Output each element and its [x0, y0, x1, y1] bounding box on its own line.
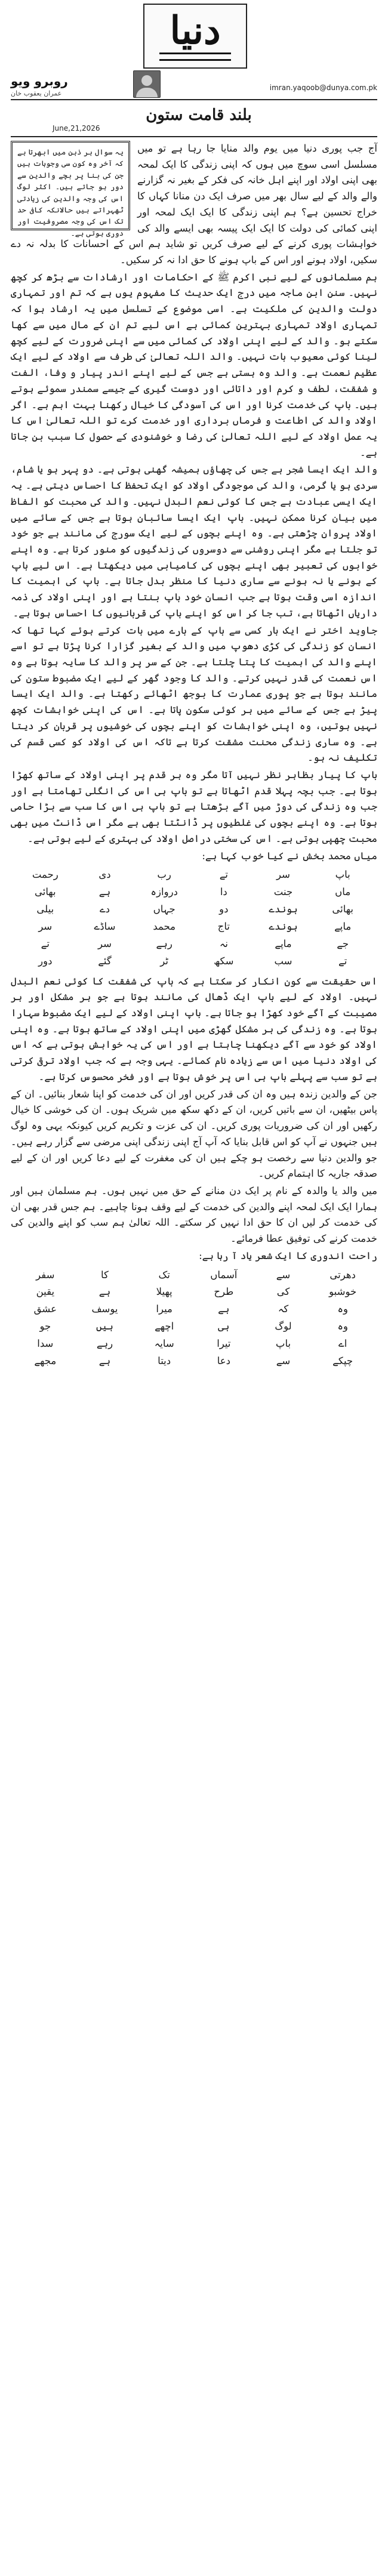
publish-date: June,21,2026 [53, 124, 100, 132]
paragraph: جن کے والدین زندہ ہیں وہ ان کی قدر کریں اور ان کی خدمت کو اپنا شعار بنائیں۔ ان کے پاس بیٹھیں، ان سے باتیں کریں، ان کے دکھ سکھ میں شریک ہوں۔ ان کی خوشی کا خیال رکھیں اور ان کی ضروریات پوری کریں۔ ان کی عزت و تکریم کریں کیونکہ یہی وہ لوگ ہیں جنہوں نے آپ کو اس قابل بنایا کہ آپ آج اپنی زندگی اپنی مرضی سے گزار رہے ہیں۔ جو والدین دنیا سے رخصت ہو چکے ہیں ان کی مغفرت کے لیے دعا کریں اور ان کے لیے صدقہ جاریہ کا اہتمام کریں۔ [11, 1088, 377, 1180]
poem-line: ماپے ہوندے تاج محمد ساڈے سر [38, 920, 352, 932]
column-brand [11, 74, 68, 88]
poem-line: وہ کہ ہے میرا یوسف عشق [33, 1303, 348, 1315]
masthead [0, 0, 388, 98]
poem-punjabi [11, 866, 377, 970]
paragraph: راحت اندوری کا ایک شعر یاد آ رہا ہے: [199, 1250, 377, 1261]
paragraph: ہم مسلمانوں کے لیے نبی اکرم ﷺ کے احکامات اور ارشادات سے بڑھ کر کچھ نہیں۔ سنن ابن ماجہ میں درج ایک حدیث کا مفہوم یوں ہے کہ تم اور تمہاری دولت والدین کی ملکیت ہے۔ اسی موضوع کے تسلسل میں یہ ارشاد ہوا کہ تمہاری اولاد تمہاری بہترین کمائی ہے اس لیے تم ان کے مال میں سے کھا سکتے ہو۔ والد کے لیے اپنی اولاد کی کمائی میں سے اپنی ضرورت کے لیے کچھ لینا کوئی معیوب بات نہیں۔ والد اللہ تعالیٰ کی طرف سے اولاد کے لیے ایک عظیم نعمت ہے۔ والد وہ ہستی ہے جس کے لیے اپنے اندر پیار و وفا، الفت و شفقت، لطف و کرم اور داتائی اور دوست گیری کے جیسے سمندر سموئے ہوتے ہیں۔ باپ کی خدمت کرنا اور اس کی آسودگی کا خیال رکھنا بہت اہم ہے۔ اگر اولاد والد کی اطاعت و فرماں برداری اور خدمت کرے تو اللہ تعالیٰ اس کا یہ عمل اولاد کے لیے اللہ تعالیٰ کی رضا و خوشنودی کے حصول کا سبب بن جاتا ہے۔ [11, 271, 377, 458]
paragraph: جاوید اختر نے ایک بار کسی سے باپ کے بارے میں بات کرتے ہوئے کہا تھا کہ انسان کو زندگی کی کڑی دھوپ میں والد کے بغیر گزارا کرنا پڑتا ہے تو اسے اپنے والد کی اہمیت کا پتا چلتا ہے۔ جن کے سر پر والد کا سایہ ہوتا ہے وہ اس نعمت کی قدر نہیں کرتے۔ والد کا وجود گھر کے لیے ایک مضبوط ستون کی مانند ہوتا ہے جو پوری عمارت کا بوجھ اٹھائے رکھتا ہے۔ والد ایک ایسا پیڑ ہے جس کے سائے میں ہر کوئی سکون پاتا ہے۔ اس کی اپنی خواہشات کچھ نہیں ہوتیں، وہ اپنی خواہشات کو اپنے بچوں کی خوشیوں پر قربان کر دیتا ہے۔ وہ ساری زندگی محنت مشقت کرتا ہے تاکہ اس کی اولاد کو کسی قسم کی تکلیف نہ ہو۔ [11, 624, 377, 764]
poem-line: جے ماپے نہ رہے سر تے [41, 937, 349, 949]
column-brand-sub: ویو [11, 74, 30, 88]
author-photo-shoulders [136, 88, 158, 97]
paragraph: آج جب پوری دنیا میں یوم والد منایا جا رہا ہے تو میں مسلسل اسی سوچ میں ہوں کہ اپنی زندگی کا ایک لمحہ بھی اپنی اولاد اور اپنے اہل خانہ کی فکر کے بغیر نہ گزارنے والے والد کے لیے سال بھر میں صرف ایک دن منانا کہاں کا خراج تحسین ہے؟ ہم اپنی زندگی کا ایک ایک لمحہ اور اپنی کمائی کی دولت کا ایک ایک پیسہ بھی ایسے والد کی خواہشات پوری کرنے کے لیے صرف کریں تو شاید ہم اس کے احسانات کا بدلہ نہ دے سکیں، اولاد ہونے اور اس کے باپ ہونے کا حق ادا نہ کر سکیں۔ [11, 143, 377, 266]
author-photo [133, 70, 161, 98]
poem-line: ماں جنت دا دروازہ ہے بھائی [35, 886, 351, 898]
pull-quote-spacer [11, 141, 137, 234]
logo-text: دنیا [170, 8, 221, 53]
poem-line: اے باپ تیرا سایہ رہے سدا [37, 1338, 347, 1350]
paragraph: اس حقیقت سے کون انکار کر سکتا ہے کہ باپ کی شفقت کا کوئی نعم البدل نہیں۔ اولاد کے لیے باپ ایک ڈھال کی مانند ہوتا ہے جو ہر مشکل اور ہر مصیبت کے آگے خود کھڑا ہو جاتا ہے۔ باپ اپنی اولاد کے لیے ایک مضبوط سہارا ہوتا ہے۔ وہ زندگی کی ہر مشکل گھڑی میں اپنی اولاد کے ساتھ ہوتا ہے۔ وہ اپنی اولاد کو خود سے آگے دیکھنا چاہتا ہے اور اس کی یہ خواہش ہوتی ہے کہ اس کی اولاد دنیا میں اس سے زیادہ نام کمائے۔ یہی وجہ ہے کہ جب اولاد ترقی کرتی ہے تو سب سے پہلے باپ ہی اس پر خوش ہوتا ہے اور فخر محسوس کرتا ہے۔ [11, 975, 377, 1082]
logo-underline [159, 53, 231, 61]
article-headline: بلند قامت ستون [146, 106, 252, 124]
poem-line: وہ لوگ ہی اچھے ہیں جو [39, 1321, 348, 1332]
poem-closing [11, 1267, 377, 1370]
headline-divider [11, 136, 377, 137]
paragraph: والد ایک ایسا شجر ہے جس کی چھاؤں ہمیشہ گھنی ہوتی ہے۔ دو پہر ہو یا شام، سردی ہو یا گرمی، والد کی موجودگی اولاد کو ایک تحفظ کا احساس دیتی ہے۔ یہ ایک ایسی عبادت ہے جس کا کوئی نعم البدل نہیں۔ والد کی محبت کو الفاظ میں بیان کرنا ممکن نہیں۔ باپ ایک ایسا سائبان ہوتا ہے جس کے سائے میں اولاد پروان چڑھتی ہے۔ وہ اپنے بچوں کے لیے ایک سورج کی مانند ہے جو خود تو جلتا ہے مگر اپنی روشنی سے دوسروں کی زندگیوں کو منور کرتا ہے۔ وہ اپنے خوابوں کی تعبیر بھی اپنے بچوں کی کامیابی میں دیکھتا ہے۔ اس لیے باپ کے ہونے یا نہ ہونے سے ساری دنیا کا منظر بدل جاتا ہے۔ باپ کی اہمیت کا اندازہ اسی وقت ہوتا ہے جب انسان خود باپ بنتا ہے اور اپنی اولاد کی ذمہ داریاں اٹھاتا ہے، تب جا کر اس کو اپنے باپ کی قربانیوں کا احساس ہوتا ہے۔ [11, 464, 377, 619]
author-name: عمران یعقوب خان [11, 90, 62, 97]
paragraph: میں والد یا والدہ کے نام پر ایک دن منانے کے حق میں نہیں ہوں۔ ہم مسلمان ہیں اور ہمارا ایک ایک لمحہ اپنے والدین کی خدمت کے لیے وقف ہونا چاہیے۔ ہم جس قدر بھی ان کی خدمت کر لیں ان کا حق ادا نہیں کر سکتے۔ اللہ تعالیٰ ہم سب کو اپنے والدین کی خدمت کرنے کی توفیق عطا فرمائے۔ [11, 1184, 377, 1245]
poem-line: تے سب سکھ ٹر گئے دور [38, 955, 347, 967]
poem-line: باپ سر تے رب دی رحمت [32, 869, 350, 881]
paragraph: میاں محمد بخش نے کیا خوب کہا ہے: [202, 850, 377, 862]
poem-line: چپکے سے دعا دیتا ہے مجھے [34, 1355, 353, 1366]
newspaper-logo [143, 4, 247, 69]
author-email[interactable]: imran.yaqoob@dunya.com.pk [269, 84, 377, 92]
columnist-bar [11, 70, 377, 97]
headline-band [11, 101, 377, 136]
column-brand-main: روبرو [34, 74, 68, 88]
article-body [11, 141, 377, 1374]
paragraph: باپ کا پیار بظاہر نظر نہیں آتا مگر وہ ہر قدم پر اپنی اولاد کے ساتھ کھڑا ہوتا ہے۔ جب بچہ پہلا قدم اٹھاتا ہے تو باپ ہی اس کی انگلی تھامتا ہے اور جب وہ زندگی کی دوڑ میں آگے بڑھتا ہے تو باپ ہی اس کا سب سے بڑا حامی ہوتا ہے۔ وہ اپنے بچوں کی غلطیوں پر ڈانٹتا بھی ہے مگر اس ڈانٹ میں بھی محبت چھپی ہوتی ہے۔ اس کی سختی دراصل اولاد کی بہتری کے لیے ہوتی ہے۔ [11, 769, 377, 844]
poem-line: خوشبو کی طرح پھیلا ہے یقین [36, 1286, 357, 1298]
author-photo-head [141, 75, 152, 86]
pull-quote-box: یہ سوال ہر ذہن میں ابھرتا ہے کہ آخر وہ کون سی وجوہات ہیں جن کی بنا پر بچے والدین سے دور ہو جاتے ہیں۔ اکثر لوگ اس کی وجہ والدین کی زیادتی ٹھہراتے ہیں حالانکہ کافی حد تک اس کی وجہ مصروفیت اور دوری ہوتی ہے۔ [11, 141, 130, 230]
poem-line: بھائی ہوندے دو جہاں دے بیلی [36, 903, 353, 915]
poem-line: دھرتی سے آسماں تک کا سفر [36, 1269, 356, 1281]
masthead-divider [11, 99, 377, 100]
